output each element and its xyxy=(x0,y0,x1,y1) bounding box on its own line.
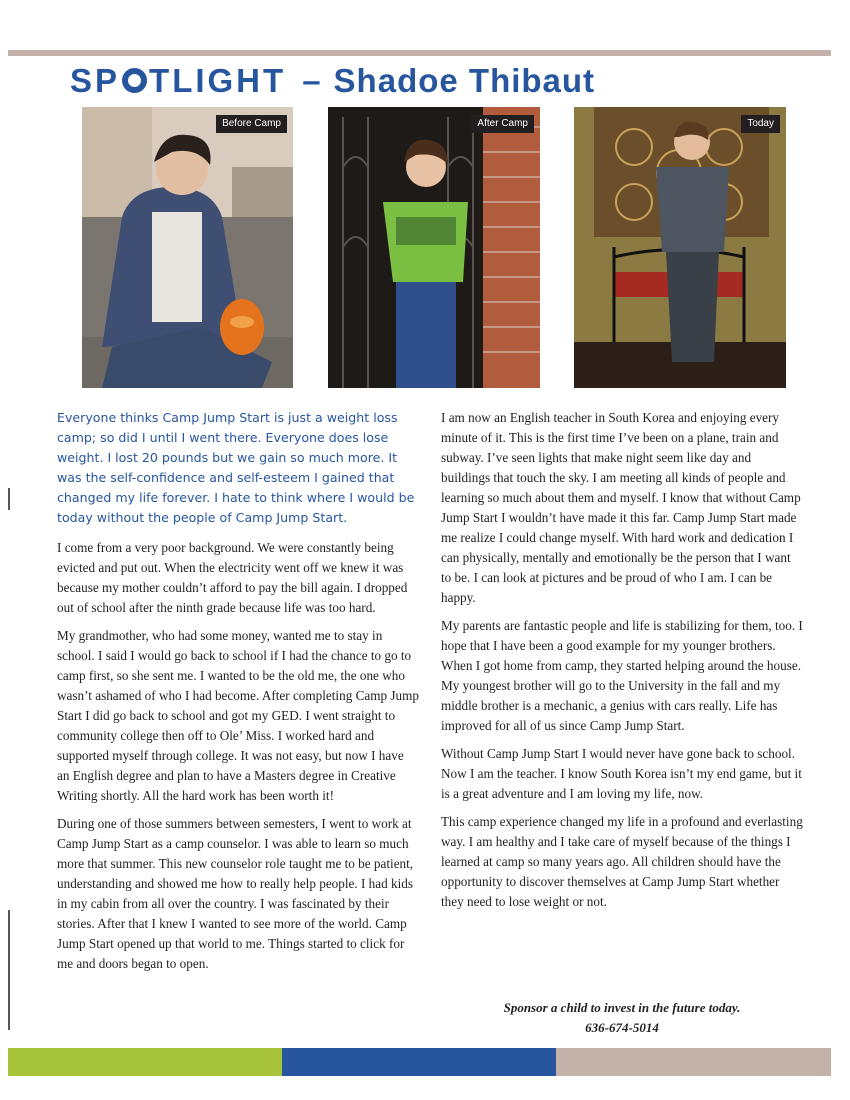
top-rule xyxy=(8,50,831,56)
article-right-column xyxy=(441,408,803,920)
photo-today xyxy=(574,107,786,388)
body-paragraph: I am now an English teacher in South Korea and enjoying every minute of it. This is the first time I’ve been on a plane, train and subway. I’ve seen lights that make night seem like day and buildings that touch the sky. I am meeting all kinds of people and learning so much about them and myself. I know that without Camp Jump Start I wouldn’t have made it this far. Camp Jump Start made me realize I could change myself. With hard work and dedication I can physically, mentally and emotionally be the person that I want to be. I can look at pictures and be proud of who I am. I can be happy. xyxy=(441,410,801,605)
photo-today-image xyxy=(574,107,786,388)
photo-after-camp xyxy=(328,107,540,388)
title-spot: SP xyxy=(70,62,121,99)
footer-bar-green xyxy=(8,1048,282,1076)
body-paragraph: This camp experience changed my life in a profound and everlasting way. I am healthy and I take care of myself because of the things I learned at camp so many years ago. All children should have the opportunity to discover themselves at Camp Jump Start whether they need to lose weight or not. xyxy=(441,814,803,909)
footer-bar-blue xyxy=(282,1048,556,1076)
photo-label-before-camp: Before Camp xyxy=(216,115,287,133)
photo-before-camp xyxy=(82,107,293,388)
body-paragraph: I come from a very poor background. We were constantly being evicted and put out. When the electricity went off we knew it was because my mother couldn’t afford to pay the bill again. I dropped out of school after the ninth grade because life was too hard. xyxy=(57,540,408,615)
article-left-column xyxy=(57,408,419,982)
body-paragraph: My parents are fantastic people and life is stabilizing for them, too. I hope that I have been a good example for my younger brothers. When I got home from camp, they started helping around the house. My youngest brother will go to the University in the fall and my middle brother is a mechanic, a genius with cars really. Life has improved for all of us since Camp Jump Start. xyxy=(441,618,803,733)
margin-mark xyxy=(8,910,10,1030)
photo-label-today: Today xyxy=(741,115,780,133)
photo-after-camp-image xyxy=(328,107,540,388)
title-name: Shadoe Thibaut xyxy=(333,62,596,99)
title-light: TLIGHT xyxy=(149,62,287,99)
sponsor-line: Sponsor a child to invest in the future today. xyxy=(503,1000,741,1015)
title-o-ring xyxy=(122,68,147,93)
photo-before-camp-image xyxy=(82,107,293,388)
sponsor-phone: 636-674-5014 xyxy=(585,1020,659,1035)
body-paragraph: My grandmother, who had some money, wanted me to stay in school. I said I would go back to school if I had the chance to go to camp first, so she sent me. I wanted to be the old me, the one who wasn’t ashamed of who I had become. After completing Camp Jump Start I did go back to school and got my GED. I went straight to community college then off to Ole’ Miss. I worked hard and supported myself through college. It was not easy, but now I have an English degree and plan to have a Masters degree in Creative Writing shortly. All the hard work has been worth it! xyxy=(57,628,419,803)
body-paragraph: During one of those summers between semesters, I went to work at Camp Jump Start as a camp counselor. I was able to learn so much more that summer. This new counselor role taught me to be patient, understanding and showed me how to really help people. I had kids in my cabin from all over the country. I was fascinated by their stories. After that I knew I wanted to see more of the world. Camp Jump Start opened up that world to me. Things started to click for me and doors began to open. xyxy=(57,816,414,971)
body-paragraph: Without Camp Jump Start I would never have gone back to school. Now I am the teacher. I know South Korea isn’t my end game, but it is a great adventure and I am loving my life, now. xyxy=(441,746,802,801)
footer-bar-tan xyxy=(556,1048,831,1076)
margin-mark xyxy=(8,488,10,510)
page-title xyxy=(70,62,595,106)
sponsor-callout xyxy=(441,998,803,1038)
title-dash: – xyxy=(302,62,322,99)
intro-paragraph: Everyone thinks Camp Jump Start is just a weight loss camp; so did I until I went there. Everyone does lose weight. I lost 20 pounds but we gain so much more. It was the self-confidence and self-esteem I gained that changed my life forever. I hate to think where I would be today without the people of Camp Jump Start. xyxy=(57,410,415,525)
photo-label-after-camp: After Camp xyxy=(471,115,534,133)
